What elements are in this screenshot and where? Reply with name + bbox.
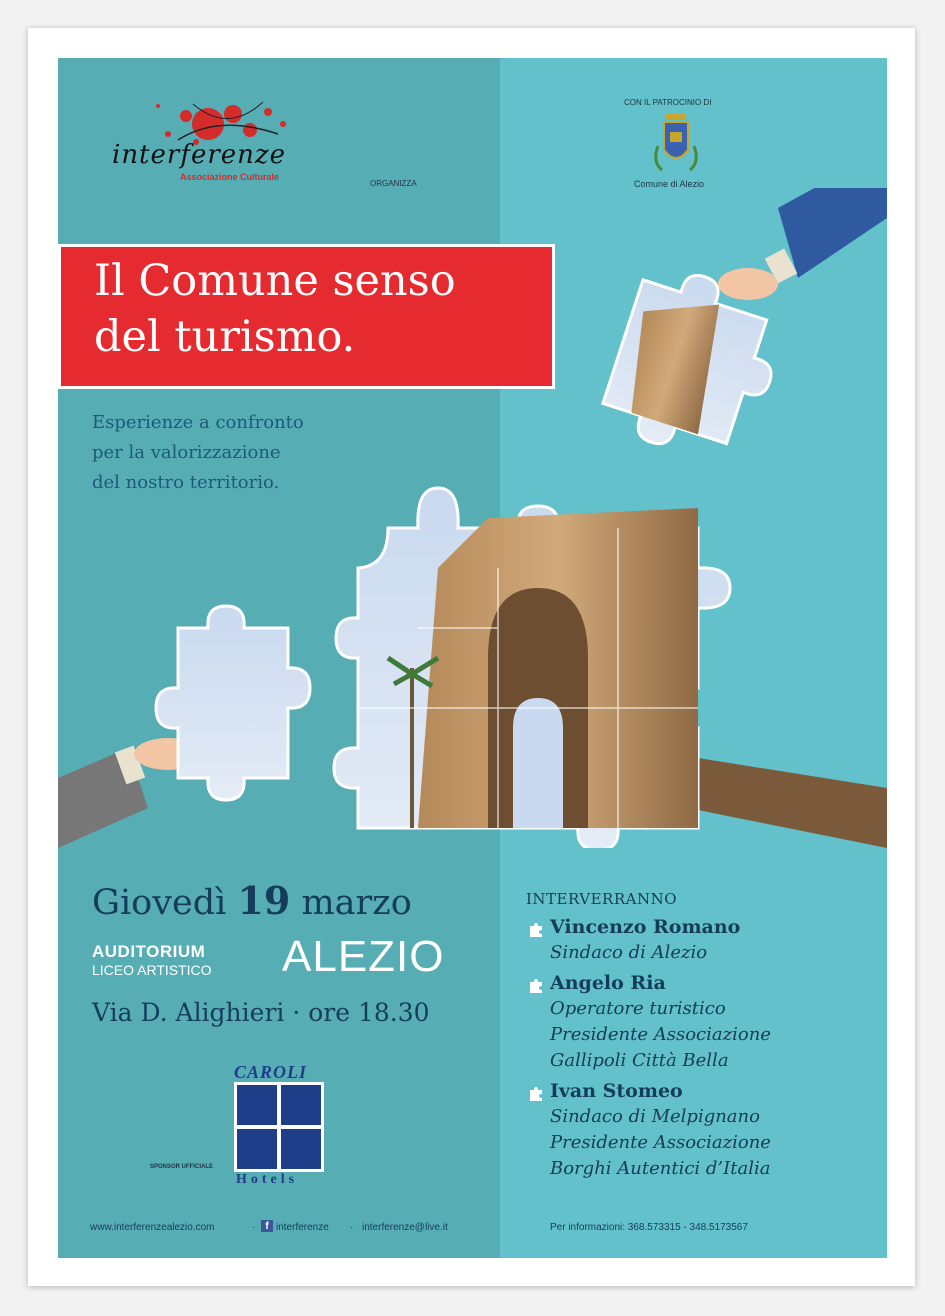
speaker-role: Gallipoli Città Bella (550, 1050, 729, 1071)
footer-social[interactable]: interferenze (276, 1222, 329, 1233)
footer-separator: · (350, 1222, 354, 1233)
event-date (92, 878, 412, 923)
subtitle-line-3: del nostro territorio. (92, 472, 280, 493)
speaker-name: Ivan Stomeo (550, 1080, 683, 1102)
venue-main: AUDITORIUM (92, 942, 206, 961)
hand-top-right-icon (718, 188, 887, 300)
sponsor-label: SPONSOR UFFICIALE (150, 1164, 214, 1170)
poster (58, 58, 887, 1258)
sponsor-brand-sub: Hotels (236, 1172, 299, 1187)
title-line-1: Il Comune senso (94, 256, 456, 306)
tower-puzzle-image (334, 488, 730, 848)
speaker-name: Vincenzo Romano (550, 916, 741, 938)
puzzle-bullet-icon (528, 1086, 544, 1102)
event-city: ALEZIO (282, 932, 445, 981)
coat-of-arms-icon (648, 112, 704, 174)
puzzle-piece-left (156, 606, 310, 800)
footer-separator: · (252, 1222, 256, 1233)
puzzle-bullet-icon (528, 922, 544, 938)
event-address-time: Via D. Alighieri · ore 18.30 (92, 998, 430, 1027)
title-line-2: del turismo. (94, 312, 356, 362)
sponsor-window-logo (234, 1082, 324, 1172)
patrocinio-label: CON IL PATROCINIO DI (624, 98, 712, 107)
org-logo-word: interferenze (112, 140, 286, 170)
venue-sub: LICEO ARTISTICO (92, 962, 212, 978)
speaker-name: Angelo Ria (550, 972, 666, 994)
speaker-role: Sindaco di Melpignano (550, 1106, 760, 1127)
speaker-role: Borghi Autentici d’Italia (550, 1158, 771, 1179)
facebook-icon[interactable]: f (261, 1220, 273, 1232)
subtitle-line-2: per la valorizzazione (92, 442, 281, 463)
footer-website[interactable]: www.interferenzealezio.com (90, 1222, 215, 1233)
event-month: marzo (301, 883, 412, 923)
speaker-role: Sindaco di Alezio (550, 942, 708, 963)
puzzle-illustration (58, 188, 887, 848)
speakers-heading: INTERVERRANNO (526, 890, 678, 908)
organizza-label: ORGANIZZA (370, 179, 417, 188)
speaker-role: Operatore turistico (550, 998, 726, 1019)
window-icon (237, 1085, 321, 1169)
footer-info: Per informazioni: 368.573315 - 348.5173567 (550, 1222, 748, 1233)
comune-label: Comune di Alezio (634, 179, 705, 189)
subtitle-line-1: Esperienze a confronto (92, 412, 304, 433)
event-date-number: 19 (237, 878, 291, 923)
speaker-role: Presidente Associazione (550, 1024, 771, 1045)
event-day: Giovedì (92, 883, 227, 923)
footer-email[interactable]: interferenze@live.it (362, 1222, 448, 1233)
speaker-role: Presidente Associazione (550, 1132, 771, 1153)
org-logo-subtitle: Associazione Culturale (180, 172, 280, 182)
sponsor-brand: CAROLI (234, 1062, 308, 1082)
puzzle-bullet-icon (528, 978, 544, 994)
